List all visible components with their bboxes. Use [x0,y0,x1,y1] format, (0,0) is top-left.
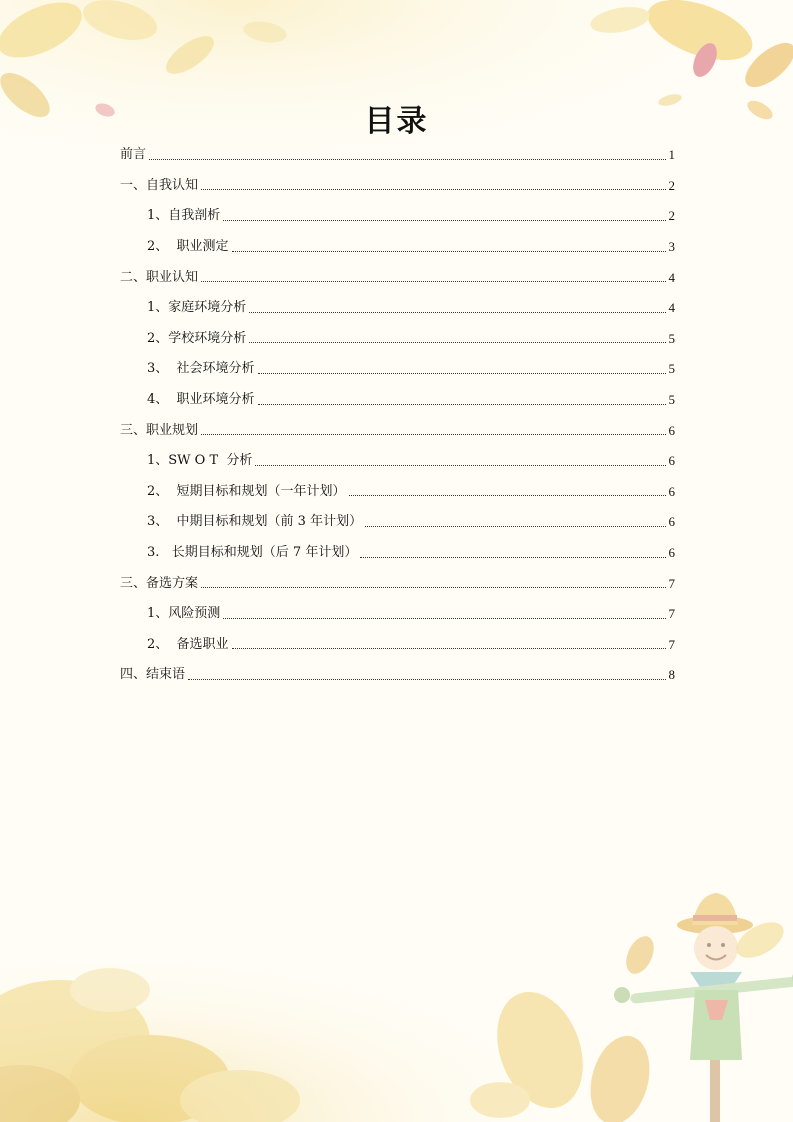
toc-entry[interactable] [120,385,675,416]
toc-entry[interactable] [120,660,675,691]
toc-entry[interactable] [120,446,675,477]
toc-entry-label: 1、家庭环境分析 [147,300,247,316]
toc-entry-label: 二、职业认知 [120,269,199,285]
toc-dot-leader [255,465,665,466]
toc-entry-page-number: 8 [668,667,675,683]
toc-dot-leader [201,189,665,190]
toc-entry-page-number: 6 [668,422,675,438]
toc-dot-leader [365,526,665,527]
toc-entry-page-number: 7 [668,636,675,652]
toc-dot-leader [232,648,666,649]
page-title: 目录 [364,104,429,139]
toc-entry[interactable] [120,262,675,293]
toc-entry[interactable] [120,415,675,446]
toc-entry-label: 3、 社会环境分析 [147,361,255,377]
toc-entry-page-number: 6 [668,545,675,561]
toc-entry-label: 3、 中期目标和规划（前 3 年计划） [147,514,363,530]
toc-entry-label: 2、学校环境分析 [147,330,247,346]
toc-entry[interactable] [120,630,675,661]
toc-entry-page-number: 4 [668,300,675,316]
toc-entry[interactable] [120,477,675,508]
toc-entry[interactable] [120,538,675,569]
toc-entry[interactable] [120,232,675,263]
toc-entry-label: 1、SW O T 分析 [147,453,253,469]
toc-entry-page-number: 7 [668,606,675,622]
toc-entry-label: 三、职业规划 [120,422,199,438]
toc-entry-label: 三、备选方案 [120,575,199,591]
toc-entry-label: 2、 职业测定 [147,239,229,255]
toc-entry-label: 3. 长期目标和规划（后 7 年计划） [147,545,358,561]
table-of-contents [120,140,675,691]
toc-entry[interactable] [120,568,675,599]
toc-dot-leader [249,312,665,313]
toc-dot-leader [223,220,665,221]
toc-entry-label: 1、风险预测 [147,606,221,622]
toc-dot-leader [249,342,665,343]
toc-entry-label: 1、自我剖析 [147,208,221,224]
toc-dot-leader [223,618,665,619]
toc-dot-leader [201,434,665,435]
toc-entry[interactable] [120,599,675,630]
toc-dot-leader [349,495,666,496]
toc-entry-label: 4、 职业环境分析 [147,392,255,408]
toc-entry-page-number: 1 [668,147,675,163]
toc-entry-page-number: 5 [668,392,675,408]
toc-entry-page-number: 2 [668,208,675,224]
toc-entry-label: 一、自我认知 [120,177,199,193]
toc-entry-page-number: 2 [668,177,675,193]
toc-entry-page-number: 7 [668,575,675,591]
toc-dot-leader [232,251,666,252]
toc-entry-label: 前言 [120,147,147,163]
toc-entry-page-number: 3 [668,239,675,255]
toc-entry[interactable] [120,201,675,232]
toc-dot-leader [258,373,666,374]
toc-entry-page-number: 6 [668,514,675,530]
toc-dot-leader [360,557,665,558]
toc-entry-page-number: 6 [668,483,675,499]
toc-entry-label: 2、 备选职业 [147,636,229,652]
toc-entry[interactable] [120,507,675,538]
toc-entry-label: 四、结束语 [120,667,186,683]
toc-entry-page-number: 5 [668,330,675,346]
toc-dot-leader [201,281,665,282]
toc-entry-label: 2、 短期目标和规划（一年计划） [147,483,346,499]
toc-dot-leader [149,159,665,160]
toc-entry-page-number: 4 [668,269,675,285]
toc-dot-leader [188,679,665,680]
toc-entry-page-number: 5 [668,361,675,377]
toc-entry[interactable] [120,140,675,171]
toc-entry[interactable] [120,171,675,202]
toc-entry[interactable] [120,354,675,385]
toc-entry[interactable] [120,324,675,355]
toc-dot-leader [201,587,665,588]
toc-entry-page-number: 6 [668,453,675,469]
toc-dot-leader [258,404,666,405]
toc-entry[interactable] [120,293,675,324]
